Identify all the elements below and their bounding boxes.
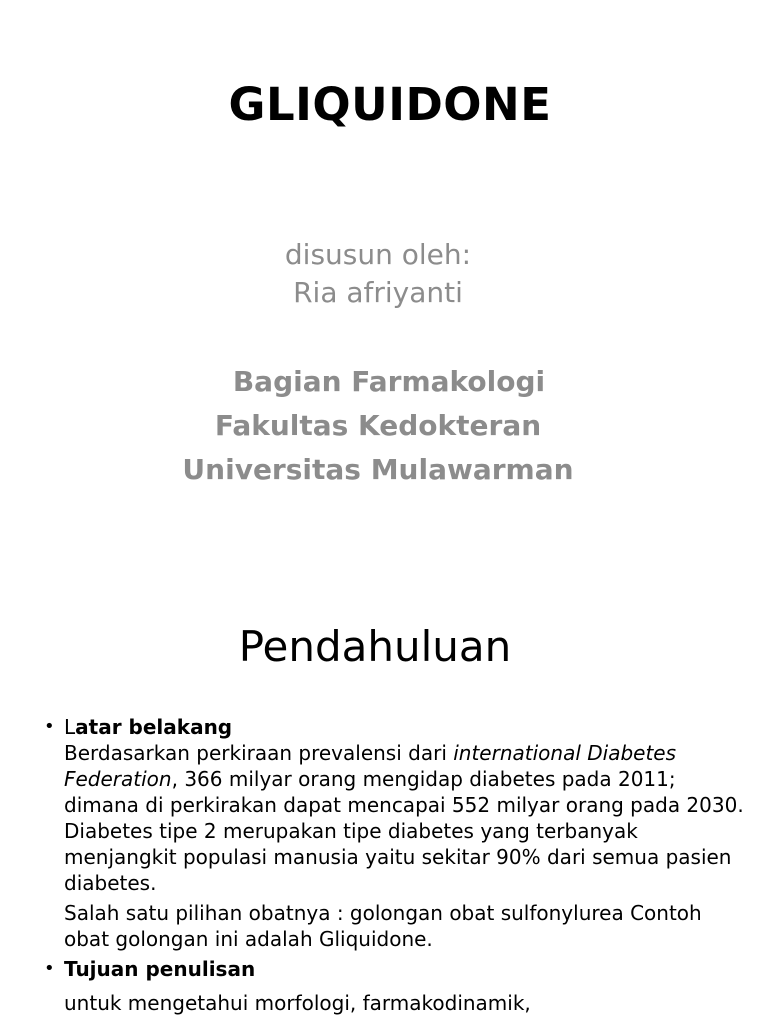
bullet-latar-belakang: [44, 714, 744, 740]
bullet-heading: Tujuan penulisan: [64, 957, 256, 981]
author-label: disusun oleh:: [284, 238, 472, 271]
paragraph-prevalence-start: Berdasarkan perkiraan prevalensi dari: [64, 741, 454, 765]
paragraph-purpose: untuk mengetahui morfologi, farmakodinamik,: [64, 991, 531, 1015]
introduction-heading: Pendahuluan: [238, 622, 512, 671]
paragraph-treatment: Salah satu pilihan obatnya : golongan obat sulfonylurea Contoh obat golongan ini adalah Gliquidone.: [64, 901, 702, 951]
paragraph-prevalence-source: international Diabetes Federation: [64, 741, 677, 791]
introduction-content: [44, 714, 744, 1016]
institution-block: [0, 360, 756, 492]
author-name: Ria afriyanti: [293, 276, 463, 309]
bullet-heading: [64, 715, 232, 739]
slide-introduction: [0, 576, 768, 1024]
paragraph-prevalence-end: , 366 milyar orang mengidap diabetes pada 2011; dimana di perkirakan dapat mencapai 552 milyar orang pada 2030. Diabetes tipe 2 merupakan tipe diabetes yang terbanyak menjangkit populasi manusia yaitu sekitar 90% dari semua pasien diabetes.: [64, 767, 744, 895]
bullet-heading-initial: L: [64, 715, 76, 739]
bullet-tujuan-penulisan: [44, 956, 744, 982]
institution-line-university: Universitas Mulawarman: [182, 453, 574, 486]
paragraph-prevalence: [64, 740, 744, 896]
slide-title-heading: GLIQUIDONE: [228, 78, 552, 131]
institution-line-department: Bagian Farmakologi: [232, 365, 546, 398]
institution-line-faculty: Fakultas Kedokteran: [214, 409, 542, 442]
bullet-heading-rest: atar belakang: [75, 715, 233, 739]
author-block: [0, 236, 756, 312]
bullet-icon: •: [44, 716, 55, 737]
bullet-icon: •: [44, 958, 55, 979]
